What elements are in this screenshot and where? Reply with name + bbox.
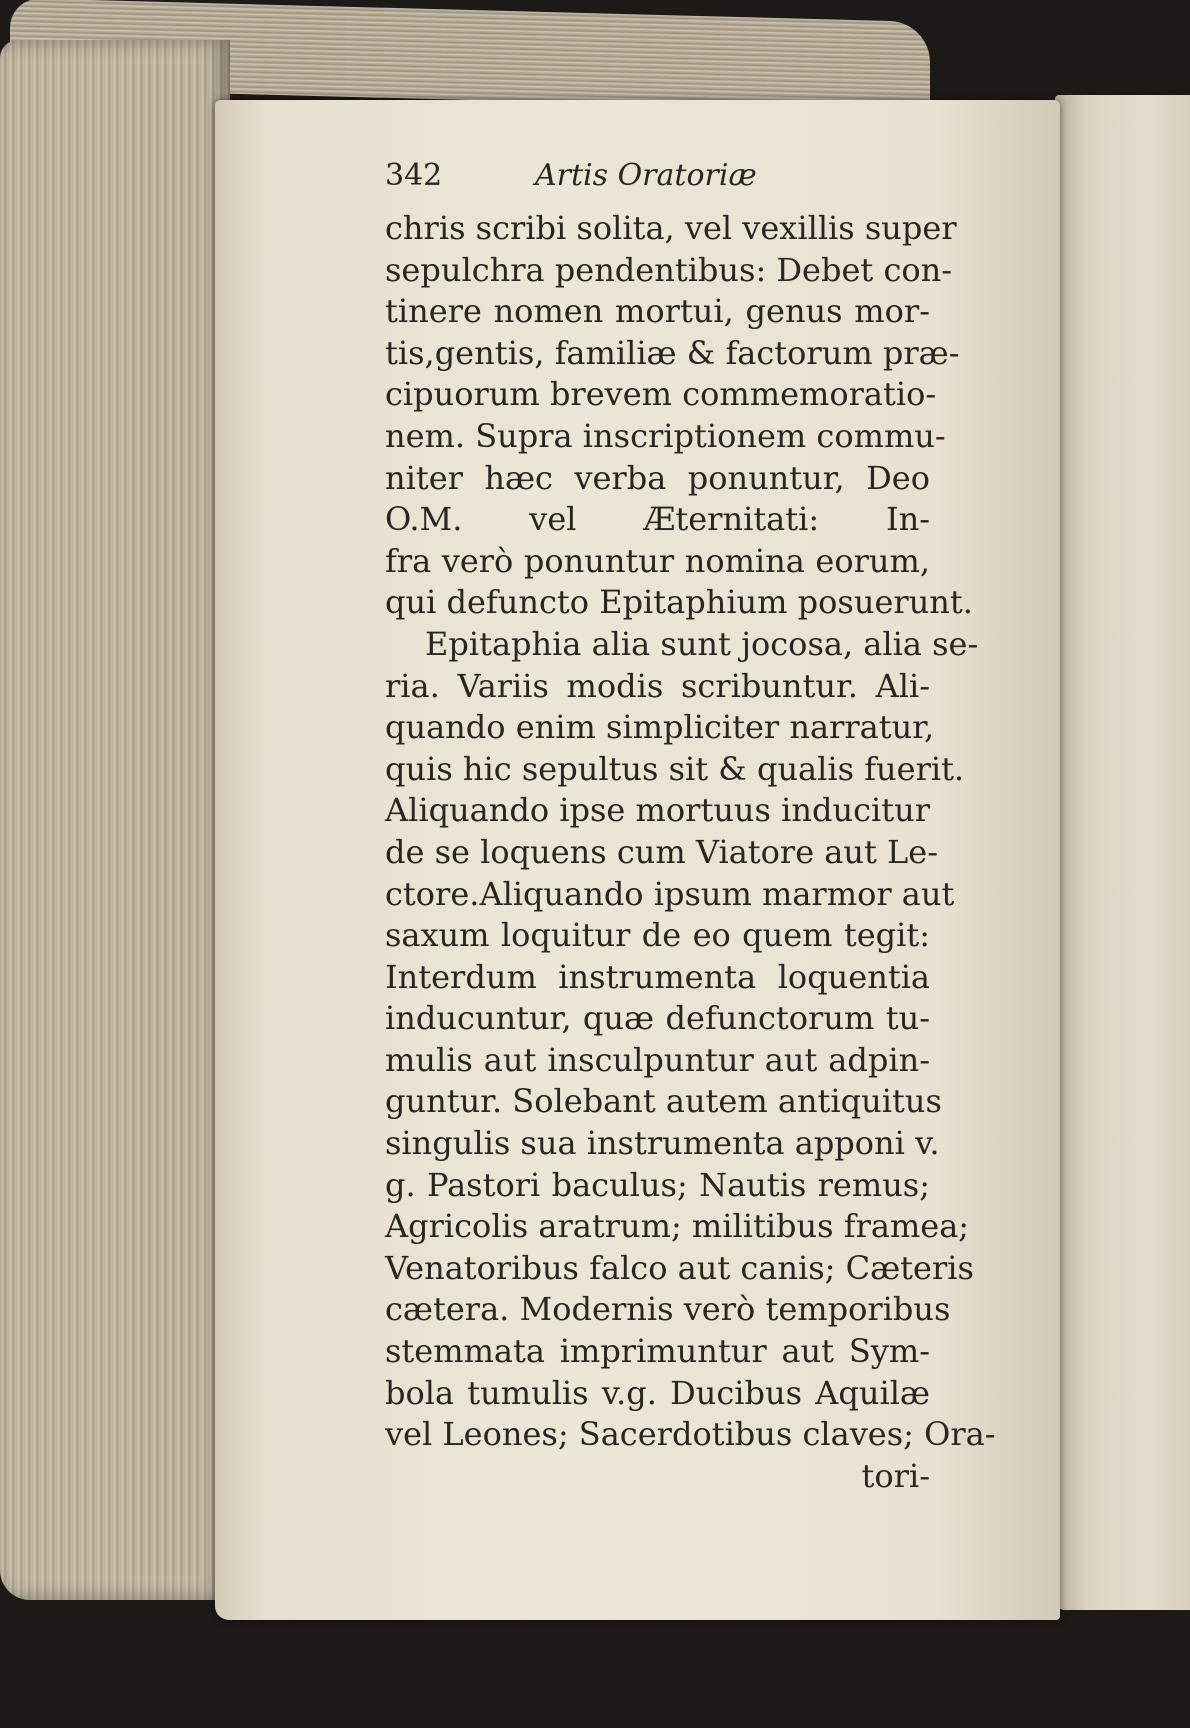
text-line: Aliquando ipse mortuus inducitur (385, 791, 930, 830)
catchword: tori- (861, 1456, 930, 1495)
text-line: Agricolis aratrum; militibus framea; (385, 1207, 970, 1246)
text-line: Epitaphia alia sunt jocosa, alia se- (425, 624, 979, 663)
text-line: guntur. Solebant autem antiquitus (385, 1082, 942, 1121)
page-number: 342 (385, 158, 443, 193)
text-line: cætera. Modernis verò temporibus (385, 1290, 951, 1329)
text-line: chris scribi solita, vel vexillis super (385, 209, 957, 247)
text-line: ria. Variis modis scribuntur. Ali- (385, 666, 930, 705)
text-line: quando enim simpliciter narratur, (385, 708, 935, 747)
facing-page-edge (1055, 95, 1190, 1610)
text-line: bola tumulis v.g. Ducibus Aquilæ (385, 1373, 930, 1412)
text-line: fra verò ponuntur nomina eorum, (385, 541, 930, 580)
text-line: Venatoribus falco aut canis; Cæteris (385, 1248, 974, 1287)
text-line: g. Pastori baculus; Nautis remus; (385, 1165, 930, 1204)
text-line: Interdum instrumenta loquentia (385, 957, 930, 996)
text-line: inducuntur, quæ defunctorum tu- (385, 999, 930, 1038)
text-line: singulis sua instrumenta apponi v. (385, 1124, 940, 1163)
text-line: ctore.Aliquando ipsum marmor aut (385, 874, 955, 913)
text-line: quis hic sepultus sit & qualis fuerit. (385, 749, 965, 788)
text-line: O.M. vel Æternitati: In- (385, 500, 930, 539)
text-line: cipuorum brevem commemoratio- (385, 375, 937, 414)
text-line: stemmata imprimuntur aut Sym- (385, 1332, 930, 1371)
running-head: Artis Oratoriæ (535, 158, 757, 193)
text-line: vel Leones; Sacerdotibus claves; Ora- (385, 1415, 996, 1454)
page-text-block (385, 158, 996, 1497)
text-line: nem. Supra inscriptionem commu- (385, 416, 946, 455)
text-line: tis,gentis, familiæ & factorum præ- (385, 333, 960, 372)
page-header (385, 158, 930, 208)
text-line: de se loquens cum Viatore aut Le- (385, 832, 939, 871)
text-line: saxum loquitur de eo quem tegit: (385, 916, 930, 955)
page-stack-left-edge (0, 40, 230, 1600)
text-line: sepulchra pendentibus: Debet con- (385, 250, 953, 289)
text-line: mulis aut insculpuntur aut adpin- (385, 1040, 930, 1079)
text-line: tinere nomen mortui, genus mor- (385, 292, 930, 331)
text-line: niter hæc verba ponuntur, Deo (385, 458, 930, 497)
text-line: qui defuncto Epitaphium posuerunt. (385, 583, 973, 622)
